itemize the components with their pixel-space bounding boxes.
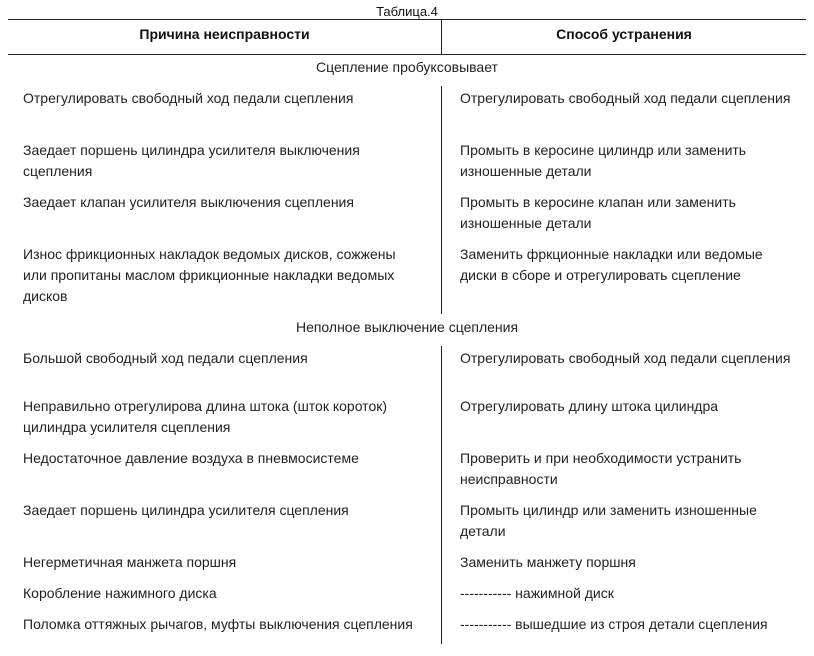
remedy-cell: Заменить фркционные накладки или ведомые диски в сборе и отрегулировать сцепление xyxy=(460,246,763,283)
cause-cell: Поломка оттяжных рычагов, муфты выключения сцепления xyxy=(23,616,413,632)
remedy-cell: Промыть в керосине клапан или заменить изношенные детали xyxy=(460,194,736,231)
table-top-border xyxy=(8,19,806,20)
cause-cell: Заедает поршень цилиндра усилителя выключения сцепления xyxy=(23,142,360,179)
remedy-cell: Отрегулировать свободный ход педали сцепления xyxy=(460,350,791,366)
cause-cell: Коробление нажимного диска xyxy=(23,585,217,601)
remedy-cell: Промыть в керосине цилиндр или заменить изношенные детали xyxy=(460,142,747,179)
header-remedy: Способ устранения xyxy=(556,26,692,42)
section-title-slipping: Сцепление пробуксовывает xyxy=(316,59,498,75)
section-title-incomplete-disengagement: Неполное выключение сцепления xyxy=(295,319,519,335)
remedy-cell: Отрегулировать длину штока цилиндра xyxy=(460,398,719,414)
remedy-cell: ----------- вышедшие из строя детали сцепления xyxy=(460,616,768,632)
section-1-column-divider xyxy=(441,86,442,314)
section-2-column-divider xyxy=(441,346,442,644)
cause-cell: Заедает клапан усилителя выключения сцепления xyxy=(23,194,354,210)
header-bottom-border xyxy=(8,54,806,55)
table-caption: Таблица.4 xyxy=(376,4,438,19)
remedy-cell: Отрегулировать свободный ход педали сцепления xyxy=(460,90,791,106)
cause-cell: Заедает поршень цилиндра усилителя сцепления xyxy=(23,502,349,518)
cause-cell: Отрегулировать свободный ход педали сцепления xyxy=(23,90,354,106)
cause-cell: Большой свободный ход педали сцепления xyxy=(23,350,308,366)
remedy-cell: Проверить и при необходимости устранить неисправности xyxy=(460,450,742,487)
remedy-cell: Промыть цилиндр или заменить изношенные детали xyxy=(460,502,757,539)
cause-cell: Износ фрикционных накладок ведомых дисков, сожжены или пропитаны маслом фрикционные накладки ведомых дисков xyxy=(23,246,396,304)
header-cause: Причина неисправности xyxy=(139,26,310,42)
cause-cell: Недостаточное давление воздуха в пневмосистеме xyxy=(23,450,359,466)
remedy-cell: ----------- нажимной диск xyxy=(460,585,614,601)
cause-cell: Негерметичная манжета поршня xyxy=(23,554,237,570)
remedy-cell: Заменить манжету поршня xyxy=(460,554,636,570)
cause-cell: Неправильно отрегулирова длина штока (шток короток) цилиндра усилителя сцепления xyxy=(23,398,388,435)
